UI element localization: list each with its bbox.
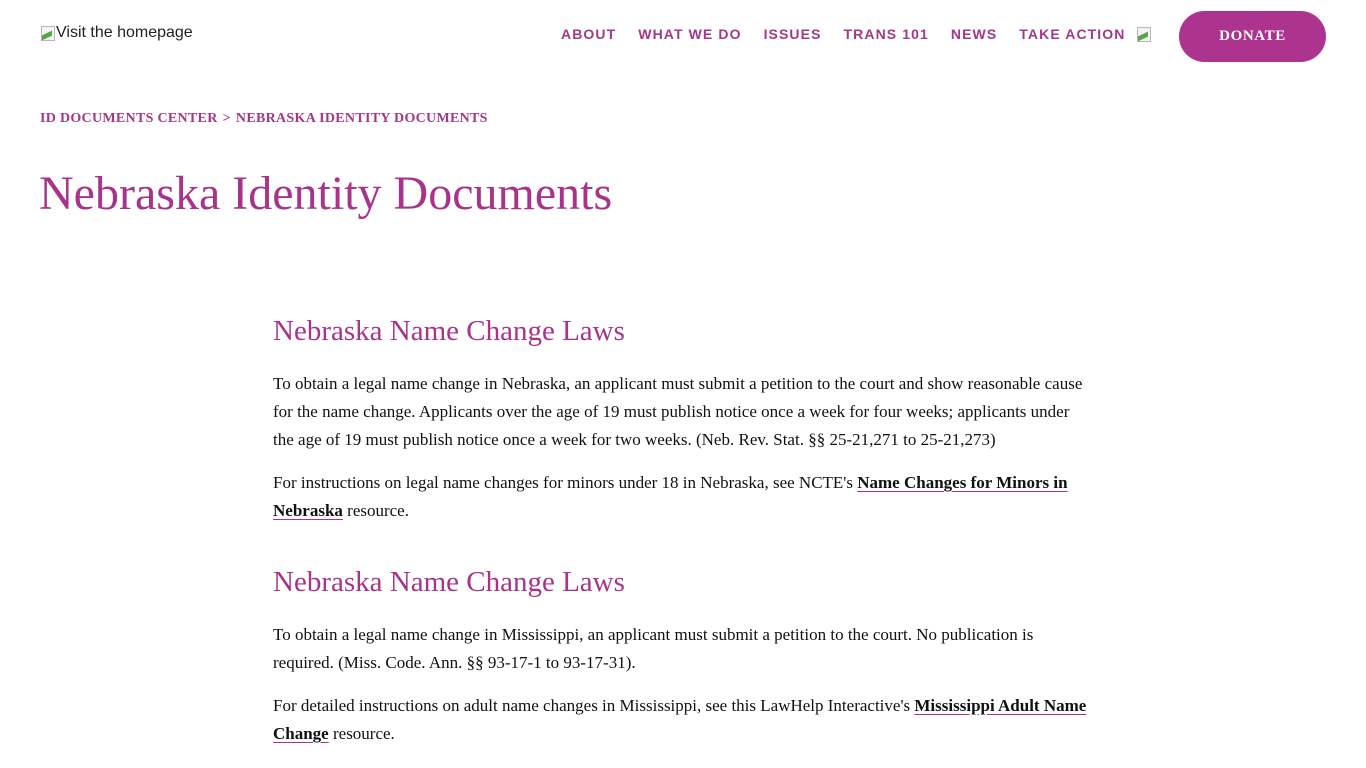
nav-take-action[interactable]: TAKE ACTION — [1019, 26, 1126, 42]
mississippi-adult-name-change-link[interactable]: Mississippi Adult Name Change — [273, 696, 1087, 743]
section-mississippi-name-change — [273, 563, 1093, 748]
breadcrumb — [40, 111, 488, 127]
nav-trans-101[interactable]: TRANS 101 — [843, 26, 929, 42]
section-paragraph: To obtain a legal name change in Nebraska, an applicant must submit a petition to the court and show reasonable cause for the name change. Applicants over the age of 19 must publish notice once a week for four weeks; applicants under the age of 19 must publish notice once a week for two weeks. (Neb. Rev. Stat. §§ 25-21,271 to 25-21,273) — [273, 374, 1083, 449]
section-heading: Nebraska Name Change Laws — [273, 315, 625, 347]
homepage-logo-link[interactable] — [40, 24, 193, 42]
nav-about[interactable]: ABOUT — [561, 26, 617, 42]
section-nebraska-name-change — [273, 312, 1093, 525]
paragraph-text: resource. — [328, 724, 395, 743]
broken-image-icon — [40, 25, 56, 41]
main-content — [273, 312, 1093, 763]
nav-news[interactable]: NEWS — [950, 26, 998, 42]
minors-name-change-link[interactable]: Name Changes for Minors in Nebraska — [273, 473, 1068, 520]
nav-what-we-do[interactable]: WHAT WE DO — [638, 26, 742, 42]
breadcrumb-separator: > — [222, 111, 231, 126]
donate-button[interactable]: DONATE — [1179, 11, 1326, 62]
section-paragraph: To obtain a legal name change in Mississippi, an applicant must submit a petition to the court. No publication is required. (Miss. Code. Ann. §§ 93-17-1 to 93-17-31). — [273, 625, 1034, 672]
paragraph-text: For detailed instructions on adult name changes in Mississippi, see this LawHelp Interactive's — [273, 696, 915, 715]
paragraph-text: For instructions on legal name changes for minors under 18 in Nebraska, see NCTE's — [273, 473, 858, 492]
logo-alt-text: Visit the homepage — [56, 24, 193, 41]
paragraph-text: resource. — [342, 501, 409, 520]
search-image-icon[interactable] — [1136, 26, 1152, 42]
section-paragraph-with-link — [273, 469, 1093, 525]
site-header — [0, 0, 1366, 72]
main-nav — [561, 26, 1148, 42]
page-title: Nebraska Identity Documents — [39, 167, 613, 220]
breadcrumb-id-documents-center[interactable]: ID DOCUMENTS CENTER — [40, 111, 218, 126]
section-heading: Nebraska Name Change Laws — [273, 566, 625, 598]
nav-issues[interactable]: ISSUES — [763, 26, 822, 42]
breadcrumb-current-page[interactable]: NEBRASKA IDENTITY DOCUMENTS — [235, 111, 488, 126]
section-paragraph-with-link — [273, 692, 1093, 748]
